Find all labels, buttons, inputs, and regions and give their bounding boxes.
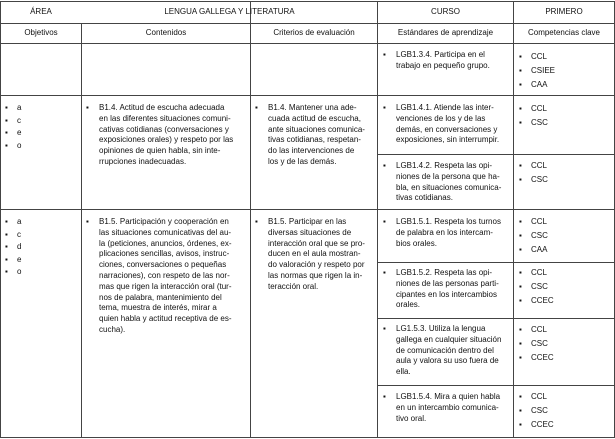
objective-item: ▪ o	[5, 140, 21, 153]
standard-cell	[383, 217, 521, 249]
objectives-list	[5, 216, 21, 279]
competence-item: ▪ CAA	[519, 78, 555, 92]
column-header-standards: Estándares de aprendizaje	[397, 28, 494, 37]
competence-item: ▪ CSIEE	[519, 64, 555, 78]
standard-cell	[383, 103, 521, 146]
bullet-icon: ▪	[383, 161, 386, 170]
column-divider	[81, 23, 82, 438]
competence-item: ▪ CCL	[519, 159, 548, 173]
row-divider	[0, 23, 615, 24]
bullet-icon: ▪	[383, 103, 386, 112]
column-header-objectives: Objetivos	[24, 28, 58, 37]
bullet-icon: ▪	[255, 103, 258, 112]
standard-cell	[383, 324, 521, 378]
competence-item: ▪ CSC	[519, 229, 548, 243]
standard-text: LGB1.5.1. Respeta los turnos de palabra en los intercam- bios orales.	[396, 217, 501, 248]
column-divider	[0, 1, 1, 438]
column-header-contents: Contenidos	[145, 28, 187, 37]
competence-item: ▪ CSC	[519, 337, 554, 351]
content-cell	[86, 217, 259, 336]
competence-list	[519, 159, 548, 187]
competence-list	[519, 102, 548, 130]
standard-text: LG1.5.3. Utiliza la lengua gallega en cualquier situación de comunicación dentro del aula y valora su uso fuera de ella.	[396, 324, 502, 377]
competence-item: ▪ CCL	[519, 102, 548, 116]
competence-item: ▪ CCEC	[519, 418, 554, 432]
content-text: B1.4. Actitud de escucha adecuada en las diferentes situaciones comuni- cativas cotidianas (conversaciones y exposiciones orales) y respeto por las opiniones de quien habla, sin inte- rrupciones inadecuadas.	[99, 103, 234, 166]
competence-item: ▪ CSC	[519, 173, 548, 187]
row-divider	[377, 385, 615, 386]
bullet-icon: ▪	[383, 392, 386, 401]
competence-item: ▪ CCL	[519, 215, 548, 229]
competence-item: ▪ CCL	[519, 50, 555, 64]
column-header-competences: Competencias clave	[527, 28, 601, 37]
competence-list	[519, 266, 554, 309]
bullet-icon: ▪	[383, 268, 386, 277]
header-subject: LENGUA GALLEGA Y LITERATURA	[164, 7, 295, 16]
criteria-text: B1.5. Participar en las diversas situaciones de interacción oral que se pro- ducen en el aula mostran- do valoración y respeto por las normas que rigen la in- teracción oral.	[268, 217, 365, 291]
standard-text: LGB1.5.2. Respeta las opi- niones de las personas parti- cipantes en los intercambios orales.	[396, 268, 499, 310]
objectives-list	[5, 102, 21, 152]
bullet-icon: ▪	[86, 103, 89, 112]
criteria-text: B1.4. Mantener una ade- cuada actitud de escucha, ante situaciones comunica- tivas cotidianas, respetan- do las intervenciones de los y de las demás.	[268, 103, 365, 166]
content-text: B1.5. Participación y cooperación en las situaciones comunicativas del au- la (peticiones, anuncios, órdenes, ex- plicaciones sencillas, avisos, instruc- ciones, conversaciones o pequeñas narraciones), con respeto de las nor- mas que rigen la interacción oral (tur- nos de palabra, mantenimiento del tema, muestra de interés, mirar a quien habla y actitud receptiva de es- cucha).	[99, 217, 232, 334]
header-course-value: PRIMERO	[545, 7, 583, 16]
competence-list	[519, 323, 554, 366]
competence-list	[519, 50, 555, 93]
criteria-cell	[255, 217, 386, 293]
objective-item: ▪ a	[5, 216, 21, 229]
row-divider	[377, 262, 615, 263]
objective-item: ▪ d	[5, 241, 21, 254]
bullet-icon: ▪	[255, 217, 258, 226]
competence-item: ▪ CSC	[519, 116, 548, 130]
objective-item: ▪ a	[5, 102, 21, 115]
bullet-icon: ▪	[383, 50, 386, 59]
competence-item: ▪ CCEC	[519, 294, 554, 308]
competence-item: ▪ CCL	[519, 390, 554, 404]
table-border-bottom	[0, 437, 615, 438]
competence-item: ▪ CCL	[519, 323, 554, 337]
objective-item: ▪ c	[5, 229, 21, 242]
content-cell	[86, 103, 259, 168]
competence-item: ▪ CSC	[519, 404, 554, 418]
objective-item: ▪ c	[5, 115, 21, 128]
standard-text: LGB1.5.4. Mira a quien habla en un intercambio comunica- tivo oral.	[396, 392, 501, 423]
criteria-cell	[255, 103, 386, 168]
objective-item: ▪ e	[5, 127, 21, 140]
row-divider	[377, 154, 615, 155]
standard-text: LGB1.3.4. Participa en el trabajo en pequeño grupo.	[396, 50, 490, 70]
objective-item: ▪ e	[5, 254, 21, 267]
row-divider	[0, 43, 615, 44]
standard-text: LGB1.4.2. Respeta las opi- niones de la persona que ha- bla, en situaciones comunica- tivas cotidianas.	[396, 161, 502, 203]
table-border-top	[0, 1, 615, 2]
column-header-criteria: Criterios de evaluación	[273, 28, 355, 37]
standard-cell	[383, 392, 521, 424]
header-area: ÁREA	[30, 7, 52, 16]
competence-list	[519, 215, 548, 258]
bullet-icon: ▪	[383, 324, 386, 333]
competence-item: ▪ CAA	[519, 243, 548, 257]
competence-item: ▪ CCEC	[519, 351, 554, 365]
competence-item: ▪ CSC	[519, 280, 554, 294]
competence-item: ▪ CCL	[519, 266, 554, 280]
header-course-label: CURSO	[431, 7, 460, 16]
standard-cell	[383, 161, 521, 204]
row-divider	[0, 209, 615, 210]
bullet-icon: ▪	[383, 217, 386, 226]
objective-item: ▪ o	[5, 266, 21, 279]
row-divider	[377, 318, 615, 319]
bullet-icon: ▪	[86, 217, 89, 226]
standard-cell	[383, 50, 521, 72]
row-divider	[0, 95, 615, 96]
competence-list	[519, 390, 554, 433]
standard-cell	[383, 268, 521, 311]
standard-text: LGB1.4.1. Atiende las inter- venciones de los y de las demás, en conversaciones y exposiciones, sin interrumpir.	[396, 103, 500, 145]
